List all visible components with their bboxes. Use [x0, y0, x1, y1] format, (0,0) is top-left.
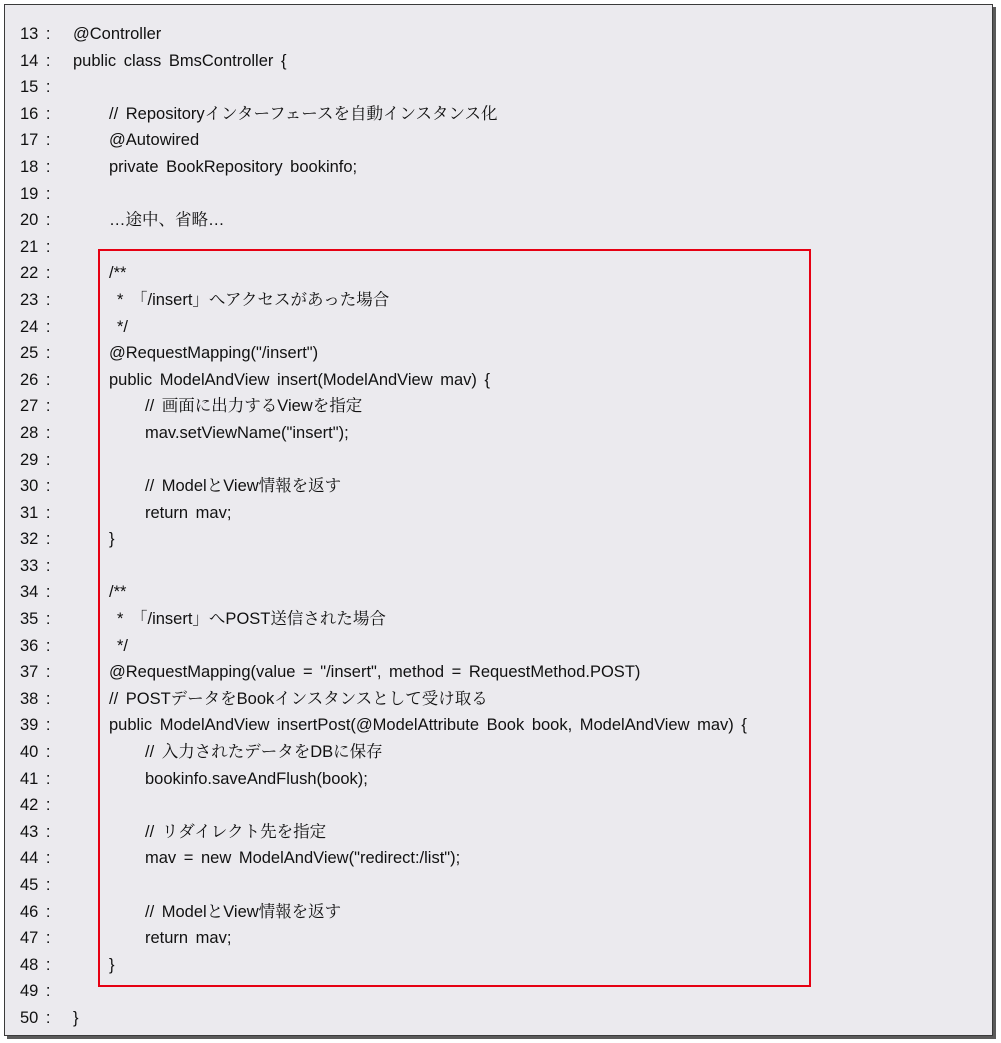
line-text: @RequestMapping(value = "/insert", method = RequestMethod.POST) [109, 663, 641, 682]
line-text: public ModelAndView insertPost(@ModelAttribute Book book, ModelAndView mav) { [109, 716, 747, 735]
line-text: mav.setViewName("insert"); [145, 423, 349, 442]
line-number: 14 : [20, 51, 51, 70]
line-text: } [73, 1008, 79, 1027]
line-text: // リダイレクト先を指定 [145, 822, 327, 841]
line-number: 28 : [20, 423, 51, 442]
line-number: 44 : [20, 849, 51, 868]
line-number: 31 : [20, 503, 51, 522]
line-text: */ [117, 317, 129, 336]
line-number: 15 : [20, 78, 51, 97]
line-number: 29 : [20, 450, 51, 469]
line-text: private BookRepository bookinfo; [109, 157, 358, 176]
line-text: // Repositoryインターフェースを自動インスタンス化 [109, 104, 498, 123]
line-text: * 「/insert」へPOST送信された場合 [117, 610, 386, 629]
line-number: 19 : [20, 184, 51, 203]
line-text: } [109, 530, 115, 549]
line-number: 27 : [20, 397, 51, 416]
line-text: // ModelとView情報を返す [145, 477, 342, 496]
line-text: bookinfo.saveAndFlush(book); [145, 769, 368, 788]
line-number: 36 : [20, 636, 51, 655]
line-number: 13 : [20, 25, 51, 43]
line-text: return mav; [145, 929, 232, 948]
code-listing-panel [4, 4, 993, 1036]
line-number: 21 : [20, 237, 51, 256]
line-text: */ [117, 636, 129, 655]
line-text: …途中、省略… [109, 211, 225, 230]
line-number: 48 : [20, 955, 51, 974]
line-text: public class BmsController { [73, 51, 287, 70]
line-number: 32 : [20, 530, 51, 549]
line-number: 35 : [20, 610, 51, 629]
line-text: } [109, 955, 115, 974]
line-text: // 入力されたデータをDBに保存 [145, 743, 383, 762]
line-text: * 「/insert」へアクセスがあった場合 [117, 290, 390, 309]
line-number: 18 : [20, 157, 51, 176]
line-number: 38 : [20, 689, 51, 708]
line-number: 20 : [20, 211, 51, 230]
line-number: 43 : [20, 822, 51, 841]
line-number: 17 : [20, 131, 51, 150]
line-number: 16 : [20, 104, 51, 123]
line-text: @RequestMapping("/insert") [109, 344, 319, 363]
line-number: 34 : [20, 583, 51, 602]
line-number: 37 : [20, 663, 51, 682]
line-number: 30 : [20, 477, 51, 496]
line-number: 25 : [20, 344, 51, 363]
line-text: mav = new ModelAndView("redirect:/list"); [145, 849, 461, 868]
line-number: 49 : [20, 982, 51, 1001]
line-text: @Autowired [109, 131, 200, 150]
line-number: 26 : [20, 370, 51, 389]
line-text: public ModelAndView insert(ModelAndView mav) { [109, 370, 490, 389]
line-number: 41 : [20, 769, 51, 788]
line-number: 42 : [20, 796, 51, 815]
line-number: 50 : [20, 1008, 51, 1027]
line-number: 45 : [20, 876, 51, 894]
line-number: 40 : [20, 743, 51, 762]
line-text: // 画面に出力するViewを指定 [145, 397, 363, 416]
line-text: // POSTデータをBookインスタンスとして受け取る [109, 689, 488, 708]
line-text: /** [109, 264, 127, 283]
line-number: 23 : [20, 290, 51, 309]
line-text: /** [109, 583, 127, 602]
line-text: return mav; [145, 503, 232, 522]
line-number: 24 : [20, 317, 51, 336]
line-text: @Controller [73, 25, 162, 43]
line-number: 33 : [20, 556, 51, 575]
line-number: 46 : [20, 902, 51, 921]
line-number: 47 : [20, 929, 51, 948]
line-number: 22 : [20, 264, 51, 283]
line-text: // ModelとView情報を返す [145, 902, 342, 921]
line-number: 39 : [20, 716, 51, 735]
